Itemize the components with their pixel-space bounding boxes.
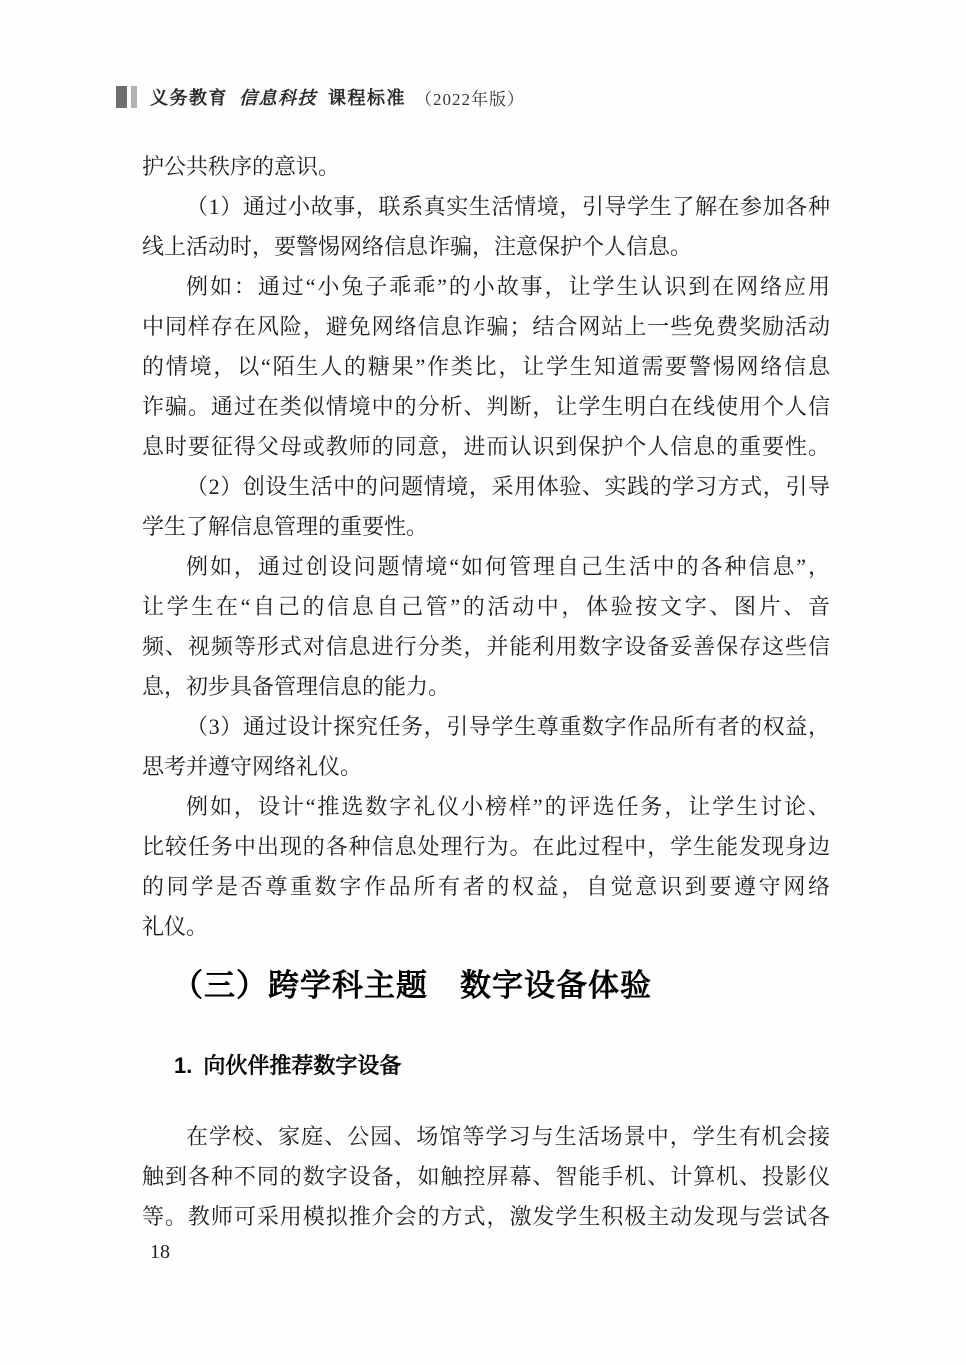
body-line: 息时要征得父母或教师的同意，进而认识到保护个人信息的重要性。 (142, 434, 830, 459)
body-line: 中同样存在风险，避免网络信息诈骗；结合网站上一些免费奖励活动 (142, 314, 830, 339)
subsection-heading (174, 1053, 830, 1079)
page-content (142, 147, 830, 1237)
body-line: 例如，设计“推选数字礼仪小榜样”的评选任务，让学生讨论、 (186, 794, 831, 819)
body-line: （1）通过小故事，联系真实生活情境，引导学生了解在参加各种 (186, 194, 830, 219)
body-line: 比较任务中出现的各种信息处理行为。在此过程中，学生能发现身边 (142, 834, 830, 859)
bottom-paragraph (142, 1117, 830, 1237)
header-bar-dark-icon (116, 86, 127, 108)
section-heading: （三）跨学科主题 数字设备体验 (172, 968, 652, 1003)
body-line: 例如，通过创设问题情境“如何管理自己生活中的各种信息”， (186, 554, 831, 579)
body-line: 让学生在“自己的信息自己管”的活动中，体验按文字、图片、音 (142, 594, 830, 619)
body-line: 线上活动时，要警惕网络信息诈骗，注意保护个人信息。 (142, 234, 693, 259)
body-line: （2）创设生活中的问题情境，采用体验、实践的学习方式，引导 (186, 474, 830, 499)
body-line: 思考并遵守网络礼仪。 (142, 754, 363, 779)
body-line: 例如：通过“小兔子乖乖”的小故事，让学生认识到在网络应用 (186, 274, 831, 299)
running-header (116, 84, 525, 110)
subsection-number: 1. (174, 1053, 193, 1078)
body-line: （3）通过设计探究任务，引导学生尊重数字作品所有者的权益， (186, 714, 830, 739)
header-standard-label: 课程标准 (328, 88, 406, 108)
page-number: 18 (150, 1241, 170, 1263)
subsection-title: 向伙伴推荐数字设备 (203, 1053, 402, 1078)
header-education-label: 义务教育 (150, 88, 228, 108)
body-line: 诈骗。通过在类似情境中的分析、判断，让学生明白在线使用个人信 (142, 394, 830, 419)
body-line: 在学校、家庭、公园、场馆等学习与生活场景中，学生有机会接 (186, 1124, 830, 1149)
body-line: 的情境，以“陌生人的糖果”作类比，让学生知道需要警惕网络信息 (142, 354, 830, 379)
body-line: 的同学是否尊重数字作品所有者的权益，自觉意识到要遵守网络 (142, 874, 830, 899)
header-bar-light-icon (131, 86, 137, 108)
header-subject-label: 信息科技 (239, 88, 317, 108)
body-line: 触到各种不同的数字设备，如触控屏幕、智能手机、计算机、投影仪 (142, 1164, 830, 1189)
body-line: 频、视频等形式对信息进行分类，并能利用数字设备妥善保存这些信 (142, 634, 830, 659)
header-edition-label: （2022年版） (415, 89, 525, 109)
body-line: 礼仪。 (142, 914, 209, 939)
body-line: 息，初步具备管理信息的能力。 (142, 674, 451, 699)
body-line: 护公共秩序的意识。 (142, 154, 341, 179)
body-line: 等。教师可采用模拟推介会的方式，激发学生积极主动发现与尝试各 (142, 1204, 830, 1229)
body-line: 学生了解信息管理的重要性。 (142, 514, 429, 539)
